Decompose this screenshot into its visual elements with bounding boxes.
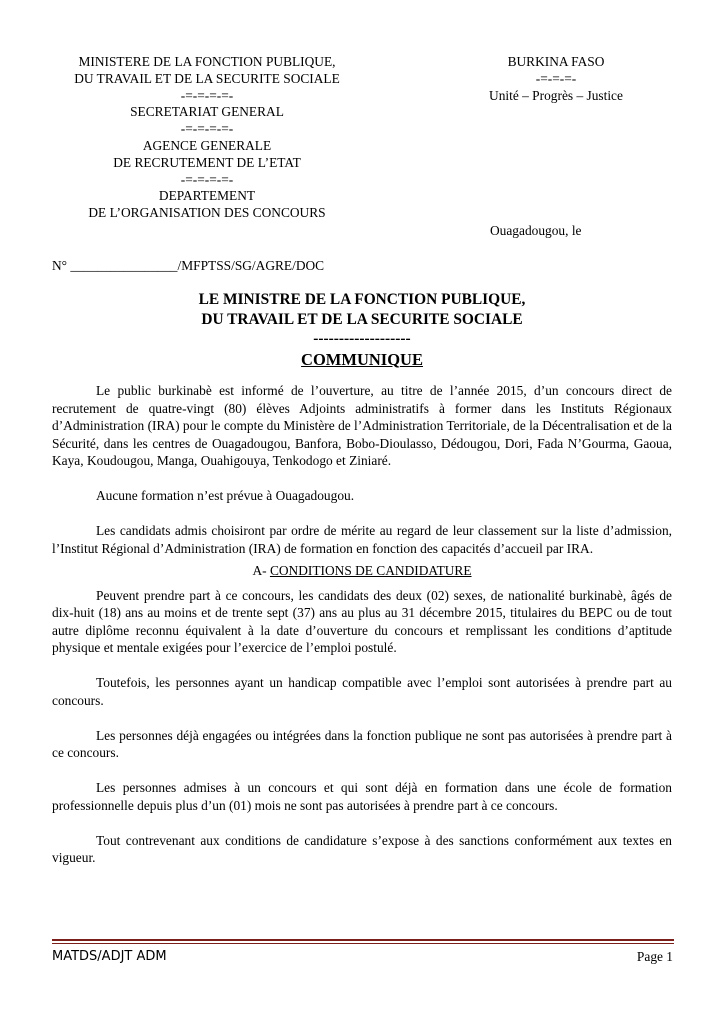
document-body [52,382,672,884]
section-heading [52,562,672,580]
ministry-line: DU TRAVAIL ET DE LA SECURITE SOCIALE [74,70,340,86]
agency-line: DE RECRUTEMENT DE L’ETAT [113,154,301,170]
agency-line: AGENCE GENERALE [142,137,272,153]
separator: -=-=-=-=- [180,121,234,137]
paragraph: Le public burkinabè est informé de l’ouverture, au titre de l’année 2015, d’un concours direct de recrutement de quatre-vingt (80) élèves Adjoints administratifs à former dans les Instituts Régionaux d’Administration (IRA) pour le compte du Ministère de l’Administration Territoriale, de la Décentralisation et de la Sécurité, dans les centres de Ouagadougou, Banfora, Bobo-Dioulasso, Dédougou, Dori, Fada N’Gourma, Gaoua, Kaya, Koudougou, Manga, Ouahigouya, Tenkodogo et Ziniaré. [52,383,672,468]
department-line: DE L’ORGANISATION DES CONCOURS [88,205,326,221]
title-rule: ------------------- [313,330,411,347]
section-prefix: A- [252,563,270,578]
paragraph: Peuvent prendre part à ce concours, les candidats des deux (02) sexes, de nationalité burkinabè, âgés de dix-huit (18) ans au moins et de trente sept (37) ans au plus au 31 décembre 2015, titulaires du BEPC ou de tout autre diplôme reconnu équivalent à la date d’ouverture du concours et remplissant les conditions d’aptitude physique et mentale exigées pour l’exercice de l’emploi postulé. [52,587,672,655]
country-header [470,54,642,104]
secretariat-line: SECRETARIAT GENERAL [130,104,284,120]
page-number: Page 1 [636,949,673,964]
national-motto: Unité – Progrès – Justice [489,87,623,103]
country-name: BURKINA FASO [507,54,605,69]
separator: -=-=-=- [535,70,577,86]
title-line: DU TRAVAIL ET DE LA SECURITE SOCIALE [201,310,523,328]
separator: -=-=-=-=- [180,171,234,187]
footer-rule [52,939,674,941]
ministry-header [52,54,362,222]
paragraph: Toutefois, les personnes ayant un handicap compatible avec l’emploi sont autorisées à prendre part au concours. [52,675,672,708]
reference-number: N° ________________/MFPTSS/SG/AGRE/DOC [52,258,325,273]
footer-doc-code: MATDS/ADJT ADM [52,949,167,964]
document-title [52,290,672,369]
separator: -=-=-=-=- [180,87,234,103]
paragraph: Les candidats admis choisiront par ordre de mérite au regard de leur classement sur la liste d’admission, l’Institut Régional d’Administration (IRA) de formation en fonction des capacités d’accueil par IRA. [52,523,672,556]
paragraph: Tout contrevenant aux conditions de candidature s’expose à des sanctions conformément aux textes en vigueur. [52,832,672,865]
title-line: LE MINISTRE DE LA FONCTION PUBLIQUE, [198,291,526,308]
footer-rule [52,943,674,944]
paragraph: Les personnes admises à un concours et qui sont déjà en formation dans une école de formation professionnelle depuis plus d’un (01) mois ne sont pas autorisées à prendre part à ce concours. [52,780,672,813]
department-line: DEPARTEMENT [158,188,256,204]
paragraph: Aucune formation n’est prévue à Ouagadougou. [96,488,355,503]
ministry-line: MINISTERE DE LA FONCTION PUBLIQUE, [78,54,336,69]
paragraph: Les personnes déjà engagées ou intégrées dans la fonction publique ne sont pas autorisées à prendre part à ce concours. [52,727,672,760]
date-line: Ouagadougou, le [490,223,582,238]
section-title: CONDITIONS DE CANDIDATURE [269,563,472,578]
communique-heading: COMMUNIQUE [301,349,423,369]
